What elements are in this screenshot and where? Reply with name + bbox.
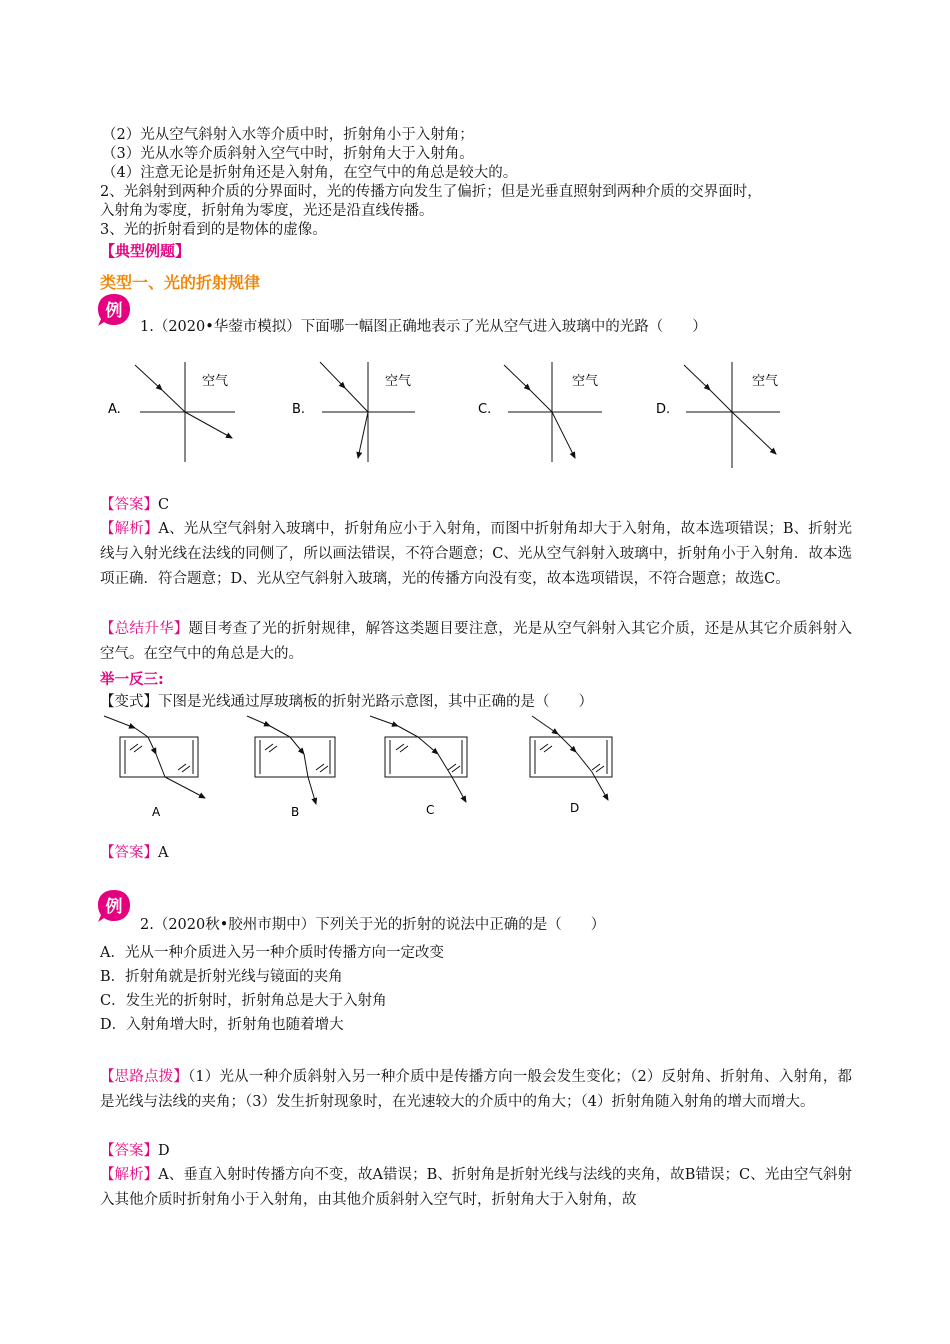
- q1-answer-value: C: [158, 497, 170, 513]
- q1-summary: [100, 617, 852, 667]
- svg-text:例: 例: [105, 897, 123, 917]
- q1-diagrams: [100, 340, 790, 475]
- q2-analysis-text: A、垂直入射时传播方向不变，故A错误；B、折射角是折射光线与法线的夹角，故B错误；C、光由空气斜射入其他介质时折射角小于入射角，由其他介质斜射入空气时，折射角大于入射角，故: [100, 1167, 852, 1208]
- q2-option-d: D．入射角增大时，折射角也随着增大: [100, 1017, 344, 1033]
- q1-stem: 1.（2020•华蓥市模拟）下面哪一幅图正确地表示了光从空气进入玻璃中的光路（ ）: [140, 319, 707, 335]
- q1-answer-tag: 【答案】: [100, 497, 158, 513]
- q1-option-d-medium: 空气: [752, 374, 779, 389]
- intro-line-3: （3）光从水等介质斜射入空气中时，折射角大于入射角。: [102, 146, 474, 162]
- q1-option-a-letter: A.: [108, 402, 121, 417]
- q2-answer-value: D: [158, 1143, 170, 1159]
- q1-option-d-diagram: [656, 362, 780, 468]
- q1-option-a-diagram: [108, 362, 235, 462]
- q2-answer-tag: 【答案】: [100, 1143, 158, 1159]
- intro-point-2a: 2、光斜射到两种介质的分界面时，光的传播方向发生了偏折；但是光垂直照射到两种介质的交界面时，: [100, 184, 762, 200]
- variant-label-a: A: [152, 805, 161, 819]
- q2-analysis-tag: 【解析】: [100, 1167, 159, 1183]
- q2-option-c: C．发生光的折射时，折射角总是大于入射角: [100, 993, 387, 1009]
- q2-hint-text: （1）光从一种介质斜射入另一种介质中是传播方向一般会发生变化；（2）反射角、折射角、入射角，都是光线与法线的夹角；（3）发生折射现象时，在光速较大的介质中的角大；（4）折射角随入射角的增大而增大。: [100, 1069, 853, 1110]
- example-badge-icon: [96, 292, 132, 328]
- variant-option-d-diagram: [530, 716, 612, 815]
- q1-analysis-text: A、光从空气斜射入玻璃中，折射角应小于入射角，而图中折射角却大于入射角，故本选项错误；B、折射光线与入射光线在法线的同侧了，所以画法错误，不符合题意；C、光从空气斜射入玻璃中，折射角小于入射角．故本选项正确．符合题意；D、光从空气斜射入玻璃，光的传播方向没有变，故本选项错误，不符合题意；故选C。: [100, 521, 853, 587]
- variant-heading: 举一反三:: [100, 672, 164, 688]
- intro-point-3: 3、光的折射看到的是物体的虚像。: [100, 222, 327, 238]
- q1-analysis-tag: 【解析】: [100, 521, 159, 537]
- variant-option-a-diagram: [104, 716, 205, 819]
- intro-line-4: （4）注意无论是折射角还是入射角，在空气中的角总是较大的。: [102, 165, 518, 181]
- q2-stem: 2.（2020秋•胶州市期中）下列关于光的折射的说法中正确的是（ ）: [140, 917, 606, 933]
- q2-hint-tag: 【思路点拨】: [100, 1069, 188, 1085]
- q1-summary-tag: 【总结升华】: [100, 621, 189, 637]
- variant-label-d: D: [570, 801, 580, 815]
- q2-analysis: [100, 1163, 852, 1213]
- intro-point-2b: 入射角为零度，折射角为零度，光还是沿直线传播。: [100, 203, 434, 219]
- q1-option-b-diagram: [292, 362, 415, 462]
- svg-text:例: 例: [105, 301, 123, 321]
- variant-answer-tag: 【答案】: [100, 845, 158, 861]
- variant-stem: [100, 692, 593, 712]
- variant-answer: [100, 843, 168, 863]
- q2-option-b: B．折射角就是折射光线与镜面的夹角: [100, 969, 343, 985]
- intro-line-2: （2）光从空气斜射入水等介质中时，折射角小于入射角；: [102, 127, 474, 143]
- variant-tag: 【变式】: [100, 694, 158, 710]
- section-heading: 【典型例题】: [100, 242, 191, 260]
- q1-option-a-medium: 空气: [202, 374, 229, 389]
- variant-answer-value: A: [158, 845, 169, 861]
- q1-analysis: [100, 517, 852, 592]
- variant-diagrams: [100, 712, 620, 824]
- example-badge-icon: [96, 888, 132, 924]
- variant-option-c-diagram: [370, 716, 467, 817]
- variant-stem-text: 下图是光线通过厚玻璃板的折射光路示意图，其中正确的是（ ）: [158, 694, 593, 710]
- q1-option-b-letter: B.: [292, 402, 306, 417]
- q1-summary-text: 题目考查了光的折射规律，解答这类题目要注意，光是从空气斜射入其它介质，还是从其它介质斜射入空气。在空气中的角总是大的。: [100, 621, 852, 662]
- q1-option-c-letter: C.: [478, 402, 492, 417]
- q1-option-c-medium: 空气: [572, 374, 599, 389]
- q2-answer: [100, 1141, 170, 1161]
- variant-option-b-diagram: [247, 716, 335, 819]
- q1-option-c-diagram: [478, 362, 602, 462]
- type-heading: 类型一、光的折射规律: [100, 273, 261, 292]
- q1-option-d-letter: D.: [656, 402, 671, 417]
- q2-hint: [100, 1065, 852, 1115]
- q1-option-b-medium: 空气: [385, 374, 412, 389]
- q2-option-a: A．光从一种介质进入另一种介质时传播方向一定改变: [100, 945, 444, 961]
- q1-answer: [100, 495, 169, 515]
- variant-label-b: B: [291, 805, 300, 819]
- variant-label-c: C: [426, 803, 435, 817]
